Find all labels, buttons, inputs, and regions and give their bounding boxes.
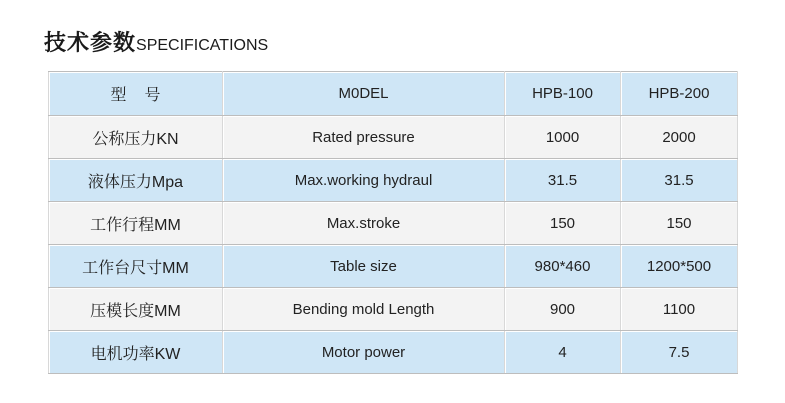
row-label-en: Bending mold Length xyxy=(223,288,505,331)
row-value-hpb-200: 31.5 xyxy=(621,159,738,202)
row-value-hpb-200: 150 xyxy=(621,202,738,245)
table-row xyxy=(49,245,738,288)
table-row xyxy=(49,116,738,159)
row-value-hpb-100: 31.5 xyxy=(505,159,621,202)
row-label-en: Max.working hydraul xyxy=(223,159,505,202)
row-value-hpb-100: 900 xyxy=(505,288,621,331)
row-value-hpb-200: 7.5 xyxy=(621,331,738,374)
row-label-cn: 压模长度MM xyxy=(49,288,223,331)
table-header-row xyxy=(49,72,738,116)
title-english: SPECIFICATIONS xyxy=(136,37,269,54)
row-label-cn: 液体压力Mpa xyxy=(49,159,223,202)
row-label-en: Max.stroke xyxy=(223,202,505,245)
row-label-en: Rated pressure xyxy=(223,116,505,159)
row-value-hpb-100: 4 xyxy=(505,331,621,374)
row-label-cn: 公称压力KN xyxy=(49,116,223,159)
row-value-hpb-200: 2000 xyxy=(621,116,738,159)
table-row xyxy=(49,159,738,202)
header-cell-hpb-100: HPB-100 xyxy=(505,72,621,116)
table-row xyxy=(49,202,738,245)
table-row xyxy=(49,288,738,331)
header-cell-model-cn: 型号 xyxy=(49,72,223,116)
header-cell-model-en: M0DEL xyxy=(223,72,505,116)
row-label-en: Table size xyxy=(223,245,505,288)
row-value-hpb-100: 1000 xyxy=(505,116,621,159)
header-cell-hpb-200: HPB-200 xyxy=(621,72,738,116)
row-label-cn: 电机功率KW xyxy=(49,331,223,374)
title-chinese: 技术参数 xyxy=(44,30,137,56)
row-value-hpb-200: 1100 xyxy=(621,288,738,331)
table-row xyxy=(49,331,738,374)
page-title xyxy=(44,26,268,56)
row-value-hpb-100: 150 xyxy=(505,202,621,245)
row-label-cn: 工作行程MM xyxy=(49,202,223,245)
specifications-table xyxy=(48,71,738,374)
row-value-hpb-200: 1200*500 xyxy=(621,245,738,288)
row-label-cn: 工作台尺寸MM xyxy=(49,245,223,288)
row-label-en: Motor power xyxy=(223,331,505,374)
row-value-hpb-100: 980*460 xyxy=(505,245,621,288)
